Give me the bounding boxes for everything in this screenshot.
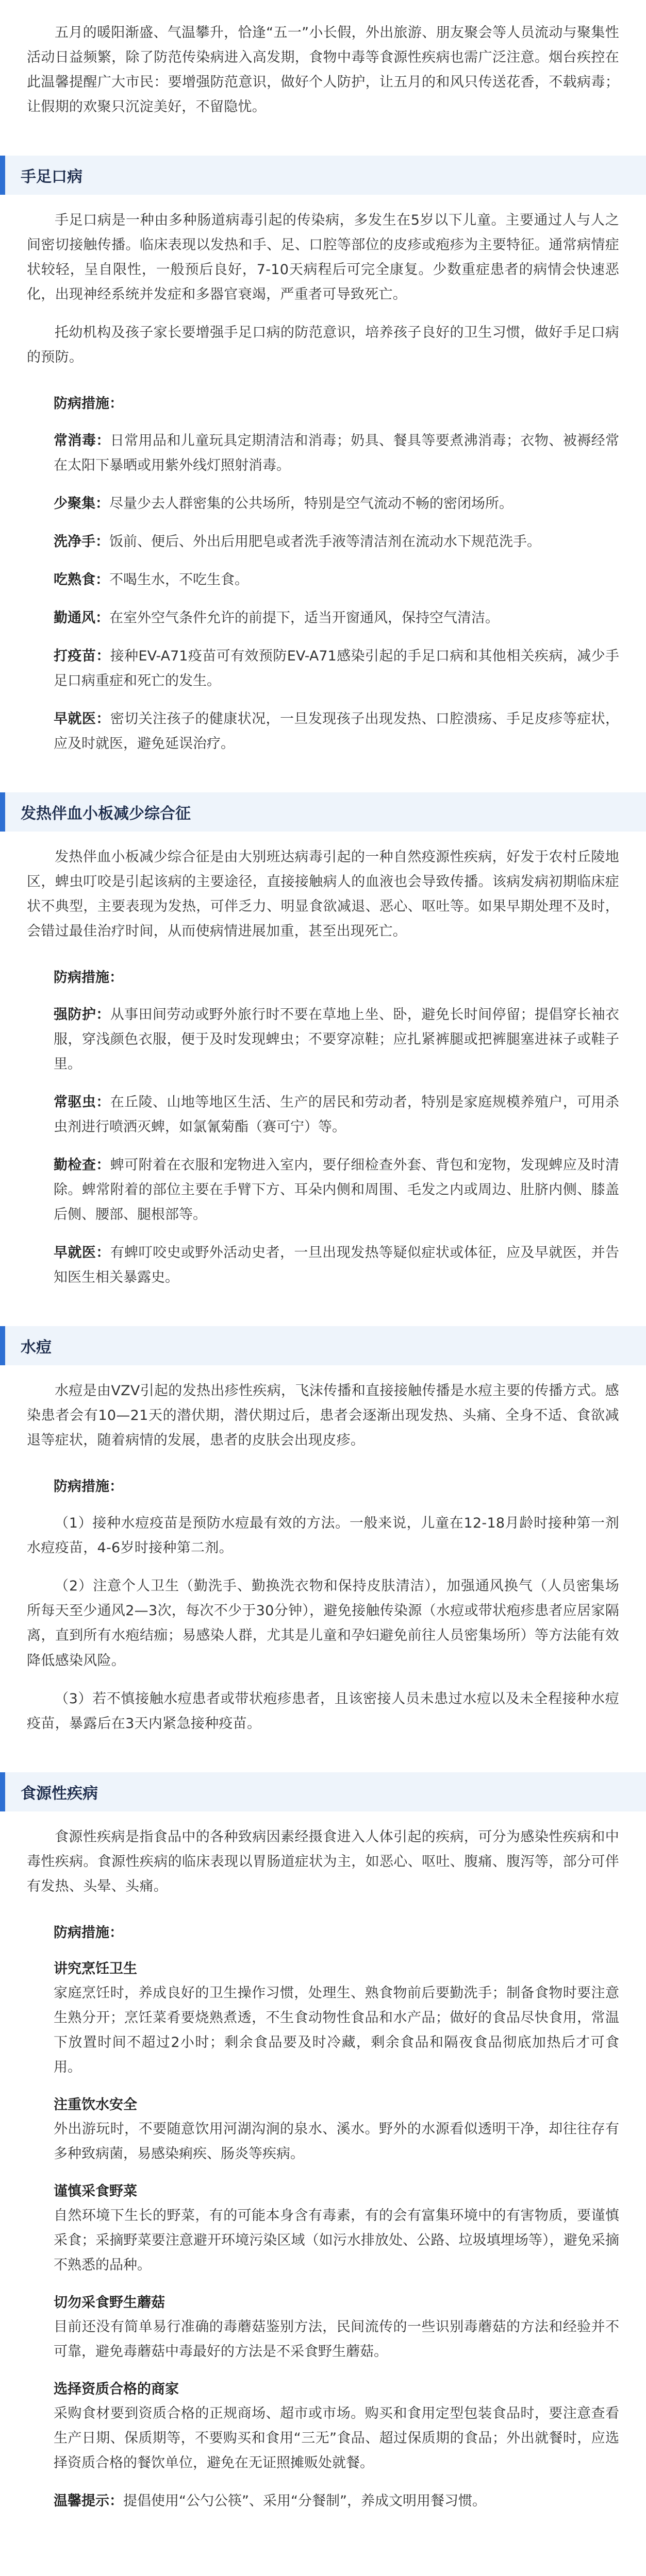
measure-item [0,1153,646,1227]
section-title-hfmd: 手足口病 [0,156,646,195]
measure-text: 有蜱叮咬史或野外活动史者，一旦出现发热等疑似症状或体征，应及早就医，并告知医生相关暴露史。 [54,1244,620,1285]
food-block-body: 采购食材要到资质合格的正规商场、超市或市场。购买和食用定型包装食品时，要注意查看生产日期、保质期等，不要购买和食用“三无”食品、超过保质期的食品；外出就餐时，应选择资质合格的餐饮单位，避免在无证照摊贩处就餐。 [54,2405,619,2471]
sfts-paragraph-1: 发热伴血小板减少综合征是由大别班达病毒引起的一种自然疫源性疾病，好发于农村丘陵地区，蜱虫叮咬是引起该病的主要途径，直接接触病人的血液也会导致传播。该病发病初期临床症状不典型，主要表现为发热，可伴乏力、明显食欲减退、恶心、呕吐等。如果早期处理不及时，会错过最佳治疗时间，从而使病情进展加重，甚至出现死亡。 [27,849,619,940]
measure-item [0,1003,646,1077]
intro-paragraph: 五月的暖阳渐盛、气温攀升，恰逢“五一”小长假，外出旅游、朋友聚会等人员流动与聚集性活动日益频繁，除了防范传染病进入高发期，食物中毒等食源性疾病也需广泛注意。烟台疾控在此温馨提醒广大市民：要增强防范意识，做好个人防护，让五月的和风只传送花香，不载病毒；让假期的欢聚只沉淀美好，不留隐忧。 [27,25,619,115]
section-title-food: 食源性疾病 [0,1772,646,1811]
hfmd-measures-title: 防病措施： [54,396,123,412]
measure-key: 勤通风： [54,609,109,626]
measure-text: 饭前、便后、外出后用肥皂或者洗手液等清洁剂在流动水下规范洗手。 [109,533,541,550]
warm-tip [0,2489,646,2514]
varicella-item-2: （2）注意个人卫生（勤洗手、勤换洗衣物和保持皮肤清洁），加强通风换气（人员密集场所每天至少通风2—3次，每次不少于30分钟），避免接触传染源（水痘或带状疱疹患者应居家隔离，直到所有水疱结痂；易感染人群，尤其是儿童和孕妇避免前往人员密集场所）等方法能有效降低感染风险。 [27,1578,619,1669]
measure-item [0,606,646,631]
measure-key: 打疫苗： [54,648,110,664]
measure-key: 少聚集： [54,495,109,512]
measure-text: 蜱可附着在衣服和宠物进入室内，要仔细检查外套、背包和宠物，发现蜱应及时清除。蜱常附着的部位主要在手臂下方、耳朵内侧和周围、毛发之内或周边、肚脐内侧、膝盖后侧、腰部、腿根部等。 [54,1157,620,1223]
sfts-measures-title: 防病措施： [54,970,123,986]
measure-key: 早就医： [54,711,110,727]
measure-text: 密切关注孩子的健康状况，一旦发现孩子出现发热、口腔溃疡、手足皮疹等症状，应及时就医，避免延误治疗。 [54,711,620,752]
hfmd-measures-list [0,429,646,756]
sfts-measures-list [0,1003,646,1290]
measure-item [0,530,646,554]
measure-item [0,568,646,592]
food-block-title: 注重饮水安全 [54,2097,137,2113]
section-title-varicella: 水痘 [0,1326,646,1365]
food-block-title: 谨慎采食野菜 [54,2183,137,2200]
food-block-body: 自然环境下生长的野菜，有的可能本身含有毒素，有的会有富集环境中的有害物质，要谨慎采食；采摘野菜要注意避开环境污染区域（如污水排放处、公路、垃圾填埋场等），避免采摘不熟悉的品种。 [54,2207,619,2274]
measure-text: 在丘陵、山地等地区生活、生产的居民和劳动者，特别是家庭规模养殖户，可用杀虫剂进行喷洒灭蜱，如氯氰菊酯（赛可宁）等。 [54,1094,620,1135]
measure-item [0,707,646,756]
food-measures-title: 防病措施： [54,1924,123,1941]
food-block-title: 讲究烹饪卫生 [54,1961,137,1977]
measure-text: 不喝生水，不吃生食。 [109,571,249,588]
food-block-body: 外出游玩时，不要随意饮用河湖沟涧的泉水、溪水。野外的水源看似透明干净，却往往存有多种致病菌，易感染痢疾、肠炎等疾病。 [54,2121,619,2162]
hfmd-paragraph-2: 托幼机构及孩子家长要增强手足口病的防范意识，培养孩子良好的卫生习惯，做好手足口病的预防。 [27,325,619,366]
measure-key: 早就医： [54,1244,110,1261]
measure-key: 吃熟食： [54,571,109,588]
varicella-paragraph-1: 水痘是由VZV引起的发热出疹性疾病，飞沫传播和直接接触传播是水痘主要的传播方式。感染患者会有10—21天的潜伏期，潜伏期过后，患者会逐渐出现发热、头痛、全身不适、食欲减退等症状，随着病情的发展，患者的皮肤会出现皮疹。 [27,1382,619,1449]
varicella-item-3: （3）若不慎接触水痘患者或带状疱疹患者，且该密接人员未患过水痘以及未全程接种水痘疫苗，暴露后在3天内紧急接种疫苗。 [27,1690,619,1732]
measure-text: 在室外空气条件允许的前提下，适当开窗通风，保持空气清洁。 [109,609,499,626]
measure-item [0,492,646,516]
measure-item [0,644,646,693]
measure-key: 常消毒： [54,432,110,449]
section-title-sfts: 发热伴血小板减少综合征 [0,792,646,832]
varicella-item-1: （1）接种水痘疫苗是预防水痘最有效的方法。一般来说，儿童在12-18月龄时接种第一剂水痘疫苗，4-6岁时接种第二剂。 [27,1515,619,1556]
measure-item [0,1090,646,1140]
food-block-body: 目前还没有简单易行准确的毒蘑菇鉴别方法，民间流传的一些识别毒蘑菇的方法和经验并不可靠，避免毒蘑菇中毒最好的方法是不采食野生蘑菇。 [54,2318,619,2360]
food-block-title: 切勿采食野生蘑菇 [54,2295,165,2311]
measure-key: 洗净手： [54,533,109,550]
measure-item [0,1241,646,1290]
measure-text: 接种EV-A71疫苗可有效预防EV-A71感染引起的手足口病和其他相关疾病，减少手足口病重症和死亡的发生。 [54,648,619,689]
hfmd-paragraph-1: 手足口病是一种由多种肠道病毒引起的传染病，多发生在5岁以下儿童。主要通过人与人之间密切接触传播。临床表现以发热和手、足、口腔等部位的皮疹或疱疹为主要特征。通常病情症状较轻，呈自限性，一般预后良好，7-10天病程后可完全康复。少数重症患者的病情会快速恶化，出现神经系统并发症和多器官衰竭，严重者可导致死亡。 [27,212,619,303]
food-block-title: 选择资质合格的商家 [54,2381,179,2398]
measure-key: 勤检查： [54,1157,110,1173]
measure-text: 尽量少去人群密集的公共场所，特别是空气流动不畅的密闭场所。 [109,495,513,512]
food-block-body: 家庭烹饪时，养成良好的卫生操作习惯，处理生、熟食物前后要勤洗手；制备食物时要注意生熟分开；烹饪菜肴要烧熟煮透，不生食动物性食品和水产品；做好的食品尽快食用，常温下放置时间不超过2小时；剩余食品要及时冷藏，剩余食品和隔夜食品彻底加热后才可食用。 [54,1985,619,2076]
varicella-measures-title: 防病措施： [54,1479,123,1495]
measure-key: 常驱虫： [54,1094,110,1110]
measure-text: 日常用品和儿童玩具定期清洁和消毒；奶具、餐具等要煮沸消毒；衣物、被褥经常在太阳下暴晒或用紫外线灯照射消毒。 [54,432,620,473]
food-measures-list [0,1957,646,2514]
measure-item [0,429,646,478]
food-paragraph-1: 食源性疾病是指食品中的各种致病因素经摄食进入人体引起的疾病，可分为感染性疾病和中毒性疾病。食源性疾病的临床表现以胃肠道症状为主，如恶心、呕吐、腹痛、腹泻等，部分可伴有发热、头晕、头痛。 [27,1828,619,1894]
warm-tip-text: 提倡使用“公勺公筷”、采用“分餐制”，养成文明用餐习惯。 [123,2493,486,2510]
measure-key: 强防护： [54,1006,110,1023]
warm-tip-label: 温馨提示： [54,2493,123,2510]
measure-text: 从事田间劳动或野外旅行时不要在草地上坐、卧，避免长时间停留；提倡穿长袖衣服，穿浅颜色衣服，便于及时发现蜱虫；不要穿凉鞋；应扎紧裤腿或把裤腿塞进袜子或鞋子里。 [54,1006,620,1072]
